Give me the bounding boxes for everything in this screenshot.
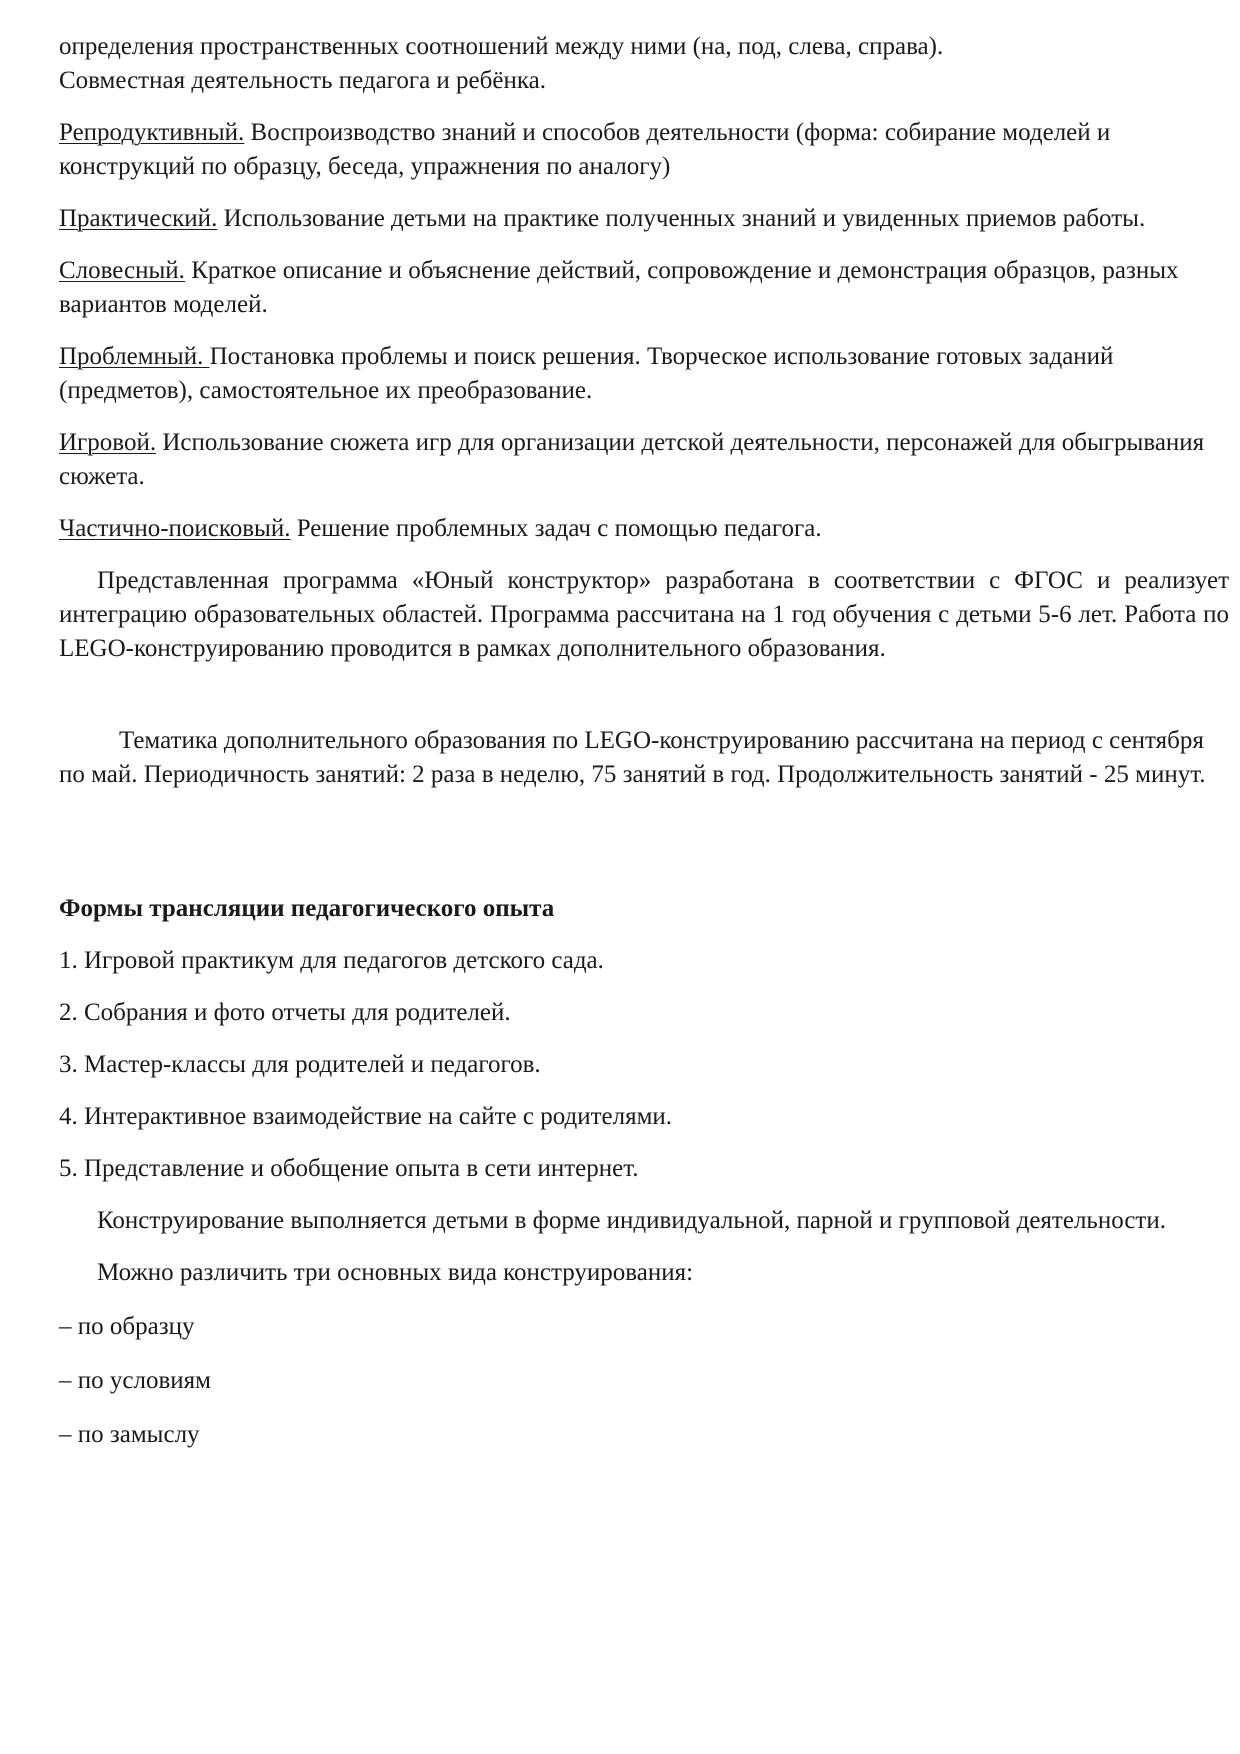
method-term: Проблемный. — [59, 343, 210, 370]
method-term: Репродуктивный. — [59, 119, 245, 146]
method-text: Использование сюжета игр для организации детской деятельности, персонажей для обыгрывания сюжета. — [59, 429, 1205, 490]
method-practical — [59, 202, 1229, 236]
program-paragraph: Представленная программа «Юный конструктор» разработана в соответствии с ФГОС и реализует интеграцию образовательных областей. Программа рассчитана на 1 год обучения с детьми 5-6 лет. Работа по LEGO-конструированию проводится в рамках дополнительного образования. — [59, 567, 1229, 662]
types-intro: Можно различить три основных вида конструирования: — [97, 1259, 694, 1286]
forms-list-item: 5. Представление и обобщение опыта в сети интернет. — [59, 1155, 639, 1182]
forms-list-item: 4. Интерактивное взаимодействие на сайте с родителями. — [59, 1103, 673, 1130]
method-verbal — [59, 254, 1229, 322]
construction-paragraph: Конструирование выполняется детьми в форме индивидуальной, парной и групповой деятельности. — [97, 1207, 1166, 1234]
types-list-item: – по условиям — [59, 1367, 211, 1394]
method-problem — [59, 340, 1229, 408]
intro-line-1: определения пространственных соотношений между ними (на, под, слева, справа). — [59, 33, 944, 60]
schedule-paragraph: Тематика дополнительного образования по LEGO-конструированию рассчитана на период с сентября по май. Периодичность занятий: 2 раза в неделю, 75 занятий в год. Продолжительность занятий - 25 минут. — [59, 727, 1206, 788]
method-partial-search — [59, 512, 1229, 546]
forms-heading: Формы трансляции педагогического опыта — [59, 895, 555, 922]
method-term: Игровой. — [59, 429, 157, 456]
types-list-item: – по замыслу — [59, 1421, 200, 1448]
intro-line-2: Совместная деятельность педагога и ребёнка. — [59, 67, 546, 94]
document-page — [59, 30, 1229, 1470]
forms-list-item: 2. Собрания и фото отчеты для родителей. — [59, 999, 511, 1026]
forms-list-item: 3. Мастер-классы для родителей и педагогов. — [59, 1051, 541, 1078]
method-text: Решение проблемных задач с помощью педагога. — [290, 515, 822, 542]
types-list-item: – по образцу — [59, 1313, 195, 1340]
forms-list-item: 1. Игровой практикум для педагогов детского сада. — [59, 947, 604, 974]
method-term: Практический. — [59, 205, 218, 232]
method-text: Использование детьми на практике полученных знаний и увиденных приемов работы. — [217, 205, 1146, 232]
method-text: Воспроизводство знаний и способов деятельности (форма: собирание моделей и конструкций по образцу, беседа, упражнения по аналогу) — [59, 119, 1111, 180]
method-game — [59, 426, 1229, 494]
method-text: Постановка проблемы и поиск решения. Творческое использование готовых заданий (предметов), самостоятельное их преобразование. — [59, 343, 1114, 404]
method-text: Краткое описание и объяснение действий, сопровождение и демонстрация образцов, разных вариантов моделей. — [59, 257, 1179, 318]
method-term: Частично-поисковый. — [59, 515, 291, 542]
method-term: Словесный. — [59, 257, 185, 284]
method-reproductive — [59, 116, 1229, 184]
